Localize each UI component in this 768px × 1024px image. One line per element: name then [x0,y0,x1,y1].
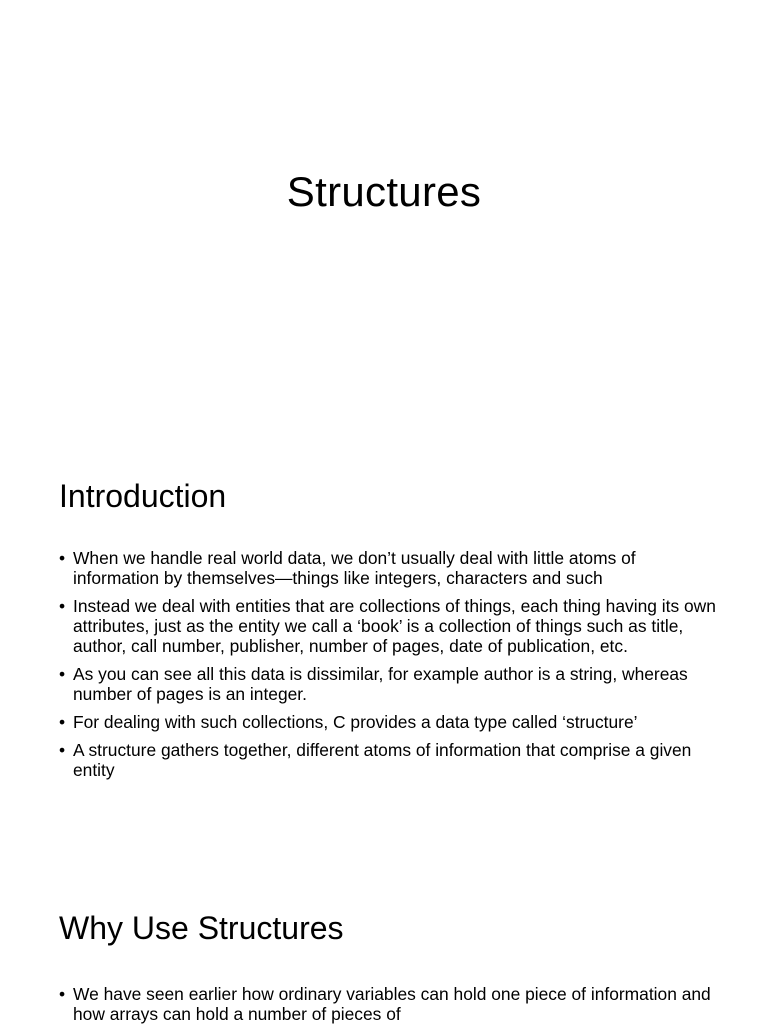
bullet-dot: • [59,548,66,568]
bullet-dot: • [59,984,66,1004]
bullet-text: Instead we deal with entities that are collections of things, each thing having its own attributes, just as the entity we call a ‘book’ is a collection of things such as title, author, call number, publisher, number of pages, date of publication, etc. [73,596,716,656]
bullet-item [59,712,719,732]
bullet-dot: • [59,712,66,732]
bullet-dot: • [59,596,66,616]
introduction-slide [0,432,768,864]
why-use-structures-slide [0,864,768,1024]
bullet-text: For dealing with such collections, C provides a data type called ‘structure’ [73,712,638,732]
bullet-item [59,984,719,1024]
bullet-dot: • [59,664,66,684]
bullet-text: A structure gathers together, different atoms of information that comprise a given entity [73,740,692,780]
bullet-item [59,740,719,780]
introduction-bullet-list [59,548,719,788]
bullet-item [59,548,719,588]
why-use-structures-bullet-list [59,984,719,1024]
slide-title: Structures [286,168,482,215]
bullet-text: As you can see all this data is dissimilar, for example author is a string, whereas number of pages is an integer. [73,664,688,704]
bullet-item [59,664,719,704]
introduction-heading: Introduction [59,478,227,514]
title-slide [0,0,768,432]
why-use-structures-heading: Why Use Structures [59,910,344,946]
bullet-text: We have seen earlier how ordinary variables can hold one piece of information and how arrays can hold a number of pieces of [73,984,711,1024]
bullet-dot: • [59,740,66,760]
bullet-item [59,596,719,656]
bullet-text: When we handle real world data, we don’t usually deal with little atoms of information by themselves—things like integers, characters and such [73,548,636,588]
